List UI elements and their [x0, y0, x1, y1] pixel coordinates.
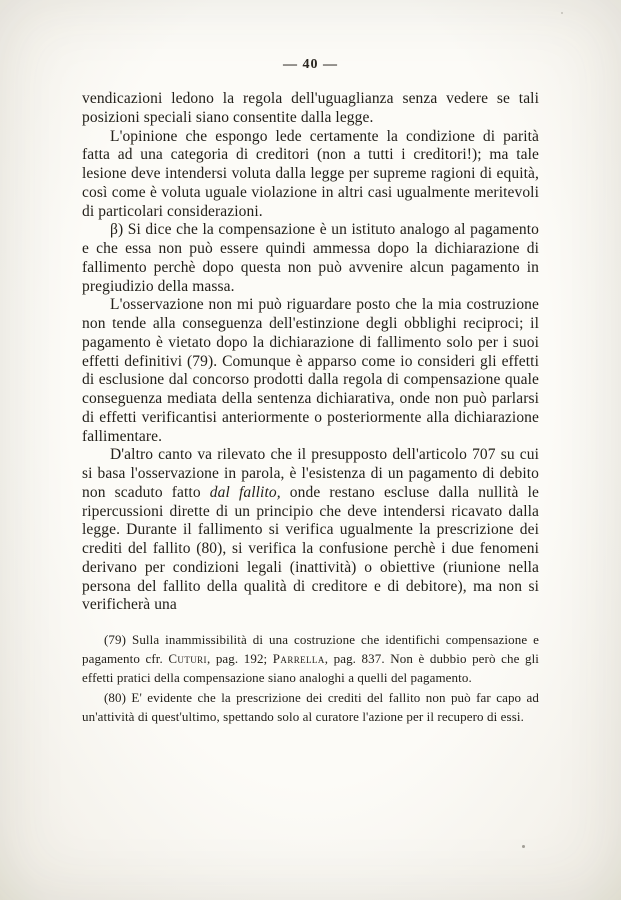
- footnote-80: (80) E' evidente che la prescrizione dei crediti del fallito non può far capo ad un'attività di quest'ultimo, spettando solo al curatore l'azione per il recupero di essi.: [82, 689, 539, 724]
- footnotes-section: [82, 630, 539, 726]
- page-number: — 40 —: [283, 57, 338, 72]
- paragraph-text: onde restano escluse dalla nullità le ripercussioni dirette di un principio che deve intendersi ricavato dalla legge. Durante il fallimento si verifica ugualmente la prescrizione dei crediti del fallito (80), si verifica la confusione perchè i due fenomeni derivano per condizioni legali (inattività) o obiettive (riunione nella persona del fallito della qualità di creditore e di debitore), ma non si verificherà una: [82, 483, 539, 614]
- author-name-parrella: Parrella: [272, 651, 325, 667]
- scan-speck: [561, 12, 563, 14]
- footnote-text: , pag. 192;: [206, 651, 273, 667]
- footnote-text: (79) Sulla inammissibilità di una costruzione che identifichi compensazione e pagamento cfr.: [82, 632, 539, 667]
- body-paragraph-2: L'opinione che espongo lede certamente la condizione di parità fatta ad una categoria di creditori (non a tutti i creditori!); ma tale lesione deve intendersi voluta dalla legge per supreme ragioni di equità, così come è voluta uguale violazione in altri casi ugualmente meritevoli di particolari considerazioni.: [82, 127, 539, 220]
- body-paragraph-3: β) Si dice che la compensazione è un istituto analogo al pagamento e che essa non può essere quindi ammessa dopo la dichiarazione di fallimento perchè dopo questa non può avvenire alcun pagamento in pregiudizio della massa.: [82, 221, 539, 295]
- footnote-text: , pag. 837. Non è dubbio però che gli effetti pratici della compensazione siano analoghi a quelli del pagamento.: [82, 651, 539, 686]
- body-paragraph-4: L'osservazione non mi può riguardare posto che la mia costruzione non tende alla conseguenza dell'estinzione degli obblighi reciproci; il pagamento è vietato dopo la dichiarazione di fallimento solo per i suoi effetti definitivi (79). Comunque è apparso come io consideri gli effetti di esclusione dal concorso prodotti dalla regola di compensazione quale conseguenza mediata della sentenza dichiarativa, onde non può parlarsi di effetti verificantisi anteriormente o posteriormente alla dichiarazione fallimentare.: [82, 296, 539, 445]
- author-name-cuturi: Cuturi: [168, 651, 207, 667]
- footnote-79: [82, 630, 539, 688]
- italic-phrase: dal fallito,: [209, 483, 281, 501]
- paragraph-text: D'altro canto va rilevato che il presupposto dell'articolo 707 su cui si basa l'osservazione in parola, è l'esistenza di un pagamento di debito non scaduto fatto: [82, 446, 539, 501]
- body-paragraph-5: [82, 446, 539, 615]
- scan-speck: [522, 845, 525, 848]
- body-text: [82, 90, 539, 615]
- body-paragraph-1: vendicazioni ledono la regola dell'uguaglianza senza vedere se tali posizioni speciali siano consentite dalla legge.: [82, 90, 539, 126]
